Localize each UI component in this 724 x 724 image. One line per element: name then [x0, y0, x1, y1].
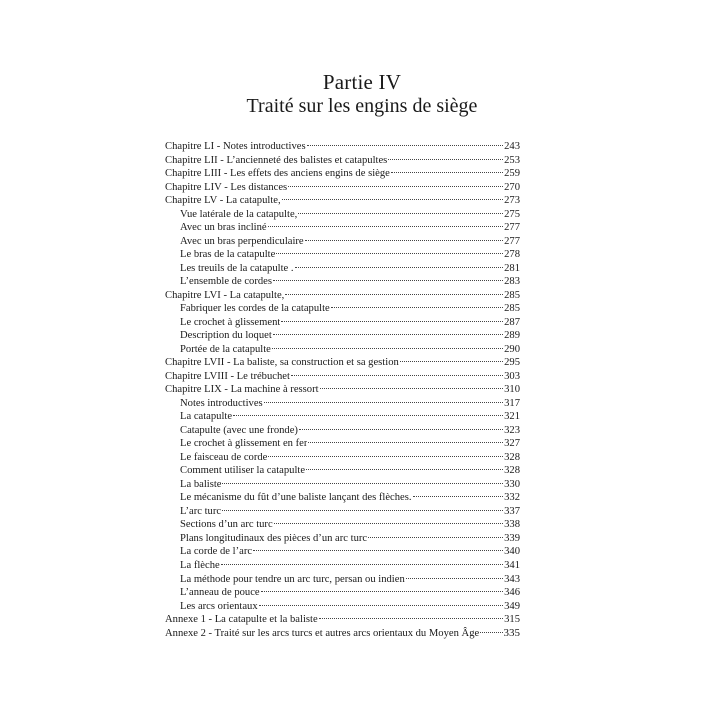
toc-subentry [165, 573, 520, 587]
toc-entry-label: Les arcs orientaux [180, 600, 258, 612]
toc-entry-label: Sections d’un arc turc [180, 519, 273, 531]
toc-leader-dots [264, 402, 503, 403]
toc-subentry [165, 208, 520, 222]
toc-entry [165, 140, 520, 154]
toc-leader-dots [406, 578, 503, 579]
toc-page-number: 275 [504, 208, 520, 220]
toc-entry-label: Le crochet à glissement en fer [180, 438, 308, 450]
toc-page-number: 337 [504, 505, 520, 517]
toc-page-number: 253 [504, 154, 520, 166]
toc-entry-label: Les treuils de la catapulte . [180, 262, 294, 274]
toc-page-number: 285 [504, 289, 520, 301]
toc-entry-label: Portée de la catapulte [180, 343, 271, 355]
toc-leader-dots [272, 348, 503, 349]
toc-entry-label: Chapitre LVII - La baliste, sa construction et sa gestion [165, 357, 399, 369]
toc-entry [165, 627, 520, 641]
toc-subentry [165, 235, 520, 249]
toc-page-number: 270 [504, 181, 520, 193]
toc-leader-dots [413, 496, 503, 497]
toc-page-number: 346 [504, 587, 520, 599]
toc-subentry [165, 559, 520, 573]
toc-subentry [165, 437, 520, 451]
toc-page-number: 295 [504, 357, 520, 369]
toc-page-number: 323 [504, 424, 520, 436]
toc-leader-dots [288, 186, 503, 187]
toc-page-number: 327 [504, 438, 520, 450]
toc-entry [165, 370, 520, 384]
toc-entry-label: Vue latérale de la catapulte, [180, 208, 298, 220]
toc-entry [165, 154, 520, 168]
toc-entry [165, 167, 520, 181]
toc-subentry [165, 424, 520, 438]
toc-subentry [165, 262, 520, 276]
toc-page-number: 330 [504, 478, 520, 490]
toc-leader-dots [480, 632, 502, 633]
toc-entry-label: La baliste [180, 478, 222, 490]
toc-page-number: 277 [504, 222, 520, 234]
toc-entry-label: Le mécanisme du fût d’une baliste lançant des flèches. [180, 492, 412, 504]
toc-page-number: 290 [504, 343, 520, 355]
toc-leader-dots [291, 375, 503, 376]
toc-leader-dots [274, 523, 503, 524]
toc-entry [165, 383, 520, 397]
toc-entry-label: La corde de l’arc [180, 546, 253, 558]
toc-subentry [165, 464, 520, 478]
table-of-contents [165, 140, 520, 640]
toc-page-number: 277 [504, 235, 520, 247]
toc-subentry [165, 545, 520, 559]
toc-entry [165, 181, 520, 195]
toc-leader-dots [222, 510, 503, 511]
toc-entry [165, 289, 520, 303]
toc-page-number: 281 [504, 262, 520, 274]
toc-page-number: 317 [504, 397, 520, 409]
toc-page-number: 341 [504, 559, 520, 571]
toc-subentry [165, 451, 520, 465]
toc-page-number: 340 [504, 546, 520, 558]
toc-leader-dots [273, 334, 503, 335]
toc-subentry [165, 248, 520, 262]
toc-subentry [165, 586, 520, 600]
toc-subentry [165, 478, 520, 492]
toc-entry-label: Avec un bras incliné [180, 222, 267, 234]
toc-page-number: 315 [504, 614, 520, 626]
toc-subentry [165, 343, 520, 357]
toc-entry-label: Chapitre LII - L’ancienneté des balistes et catapultes [165, 154, 388, 166]
toc-leader-dots [282, 199, 503, 200]
toc-entry-label: Plans longitudinaux des pièces d’un arc turc [180, 532, 368, 544]
toc-leader-dots [222, 483, 503, 484]
toc-entry-label: Le bras de la catapulte [180, 249, 276, 261]
toc-entry-label: La méthode pour tendre un arc turc, persan ou indien [180, 573, 405, 585]
toc-entry-label: Chapitre LVI - La catapulte, [165, 289, 285, 301]
toc-leader-dots [253, 550, 503, 551]
toc-leader-dots [298, 213, 503, 214]
toc-leader-dots [308, 442, 503, 443]
toc-page-number: 278 [504, 249, 520, 261]
toc-leader-dots [320, 388, 503, 389]
toc-subentry [165, 518, 520, 532]
toc-page-number: 321 [504, 411, 520, 423]
toc-leader-dots [331, 307, 503, 308]
toc-entry-label: Annexe 1 - La catapulte et la baliste [165, 614, 318, 626]
toc-leader-dots [400, 361, 503, 362]
toc-entry-label: Avec un bras perpendiculaire [180, 235, 304, 247]
toc-leader-dots [259, 605, 503, 606]
toc-entry-label: Catapulte (avec une fronde) [180, 424, 298, 436]
toc-leader-dots [368, 537, 503, 538]
toc-entry-label: Le crochet à glissement [180, 316, 281, 328]
toc-leader-dots [391, 172, 503, 173]
toc-page-number: 328 [504, 451, 520, 463]
toc-page-number: 243 [504, 141, 520, 152]
toc-page-number: 328 [504, 465, 520, 477]
toc-entry-label: Annexe 2 - Traité sur les arcs turcs et autres arcs orientaux du Moyen Âge [165, 627, 480, 639]
toc-subentry [165, 600, 520, 614]
toc-entry-label: La flèche [180, 559, 220, 571]
toc-entry-label: Fabriquer les cordes de la catapulte [180, 303, 330, 315]
toc-entry-label: Chapitre LV - La catapulte, [165, 195, 281, 207]
toc-entry-label: L’anneau de pouce [180, 587, 260, 599]
toc-entry-label: L’ensemble de cordes [180, 276, 272, 288]
toc-entry-label: Chapitre LIX - La machine à ressort [165, 384, 319, 396]
toc-leader-dots [221, 564, 503, 565]
toc-leader-dots [299, 429, 503, 430]
toc-leader-dots [295, 267, 503, 268]
toc-entry [165, 356, 520, 370]
toc-page-number: 310 [504, 384, 520, 396]
toc-subentry [165, 491, 520, 505]
toc-page-number: 349 [504, 600, 520, 612]
part-title: Traité sur les engins de siège [246, 95, 478, 117]
toc-leader-dots [261, 591, 503, 592]
toc-entry-label: Description du loquet [180, 330, 272, 342]
toc-subentry [165, 329, 520, 343]
toc-entry-label: Chapitre LI - Notes introductives [165, 141, 306, 152]
toc-entry [165, 613, 520, 627]
toc-leader-dots [273, 280, 503, 281]
toc-leader-dots [268, 456, 503, 457]
toc-leader-dots [305, 240, 503, 241]
toc-entry [165, 194, 520, 208]
toc-leader-dots [388, 159, 503, 160]
part-number: Partie IV [322, 70, 402, 94]
toc-subentry [165, 316, 520, 330]
toc-page-number: 283 [504, 276, 520, 288]
toc-entry-label: Le faisceau de corde [180, 451, 268, 463]
toc-subentry [165, 410, 520, 424]
toc-entry-label: Comment utiliser la catapulte [180, 465, 306, 477]
toc-page-number: 273 [504, 195, 520, 207]
toc-leader-dots [319, 618, 503, 619]
toc-subentry [165, 532, 520, 546]
toc-subentry [165, 302, 520, 316]
toc-leader-dots [306, 469, 503, 470]
toc-page-number: 338 [504, 519, 520, 531]
toc-subentry [165, 397, 520, 411]
toc-entry-label: Notes introductives [180, 397, 263, 409]
toc-leader-dots [233, 415, 503, 416]
toc-entry-label: Chapitre LIV - Les distances [165, 181, 288, 193]
toc-page-number: 343 [504, 573, 520, 585]
toc-page-number: 339 [504, 532, 520, 544]
toc-page-number: 285 [504, 303, 520, 315]
toc-subentry [165, 221, 520, 235]
toc-entry-label: La catapulte [180, 411, 233, 423]
toc-entry-label: L’arc turc [180, 505, 222, 517]
toc-subentry [165, 275, 520, 289]
toc-page-number: 259 [504, 168, 520, 180]
toc-subentry [165, 505, 520, 519]
toc-page-number: 287 [504, 316, 520, 328]
toc-leader-dots [281, 321, 503, 322]
toc-page-number: 303 [504, 370, 520, 382]
toc-page-number: 332 [504, 492, 520, 504]
toc-page-number: 335 [503, 626, 520, 639]
toc-leader-dots [276, 253, 503, 254]
toc-leader-dots [285, 294, 503, 295]
toc-entry-label: Chapitre LIII - Les effets des anciens engins de siège [165, 168, 390, 180]
toc-page-number: 289 [504, 330, 520, 342]
toc-entry-label: Chapitre LVIII - Le trébuchet [165, 370, 290, 382]
toc-leader-dots [307, 145, 503, 146]
toc-leader-dots [268, 226, 503, 227]
